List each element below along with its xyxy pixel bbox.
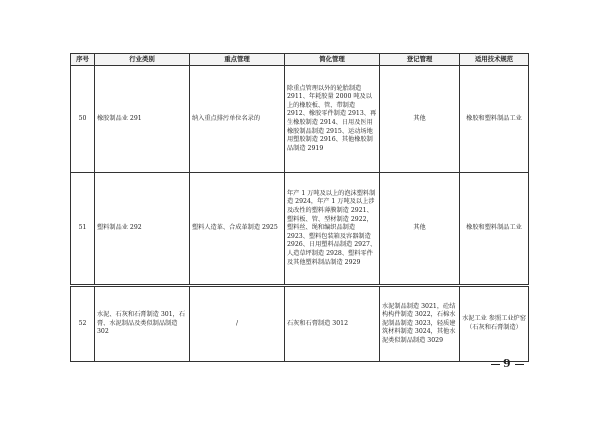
header-simplified-management: 简化管理 xyxy=(285,54,380,66)
row-registration-management: 其他 xyxy=(380,173,460,286)
header-registration-management: 登记管理 xyxy=(380,54,460,66)
table-row xyxy=(71,286,529,362)
row-registration-management: 水泥制品制造 3021，砼结构构件制造 3022，石棉水泥制品制造 3023，轻质建筑材料制造 3024，其他水泥类似制品制造 3029 xyxy=(380,286,460,362)
table-row xyxy=(71,66,529,173)
row-seq: 52 xyxy=(71,286,95,362)
dash-right xyxy=(515,364,524,365)
dash-left xyxy=(491,364,500,365)
row-simplified-management: 石灰和石膏制造 3012 xyxy=(285,286,380,362)
row-key-management: 纳入重点排污单位名录的 xyxy=(190,66,285,173)
row-key-management: 塑料人造革、合成革制造 2925 xyxy=(190,173,285,286)
table-row xyxy=(71,173,529,286)
row-simplified-management: 除重点管理以外的轮胎制造 2911、年耗胶量 2000 吨及以上的橡胶板、管、带制造 2912、橡胶零件制造 2913、再生橡胶制造 2914、日用及医用橡胶制品制造 2915、运动场地用塑胶制造 2916、其他橡胶制品制造 2919 xyxy=(285,66,380,173)
row-industry: 塑料制品业 292 xyxy=(95,173,190,286)
industry-classification-table xyxy=(70,53,529,362)
row-seq: 50 xyxy=(71,66,95,173)
page-number xyxy=(488,357,527,370)
row-industry: 橡胶制品业 291 xyxy=(95,66,190,173)
header-key-management: 重点管理 xyxy=(190,54,285,66)
row-seq: 51 xyxy=(71,173,95,286)
header-seq: 序号 xyxy=(71,54,95,66)
row-technical-spec: 水泥工业 参照工业炉窑（石灰和石膏制造） xyxy=(460,286,529,362)
header-technical-spec: 适用技术规范 xyxy=(460,54,529,66)
table-header-row xyxy=(71,54,529,66)
page-number-value: 9 xyxy=(503,357,512,370)
row-simplified-management: 年产 1 万吨及以上的泡沫塑料制造 2924，年产 1 万吨及以上涉及改性的塑料薄膜制造 2921、塑料板、管、型材制造 2922，塑料丝、绳和编织品制造 2923、塑料包装箱及容器制造 2926、日用塑料品制造 2927、人造草坪制造 2928、塑料零件及其他塑料制品制造 2929 xyxy=(285,173,380,286)
row-industry: 水泥、石灰和石膏制造 301，石膏、水泥制品及类似制品制造 302 xyxy=(95,286,190,362)
row-registration-management: 其他 xyxy=(380,66,460,173)
row-key-management: / xyxy=(190,286,285,362)
header-industry: 行业类别 xyxy=(95,54,190,66)
row-technical-spec: 橡胶和塑料制品工业 xyxy=(460,173,529,286)
row-technical-spec: 橡胶和塑料制品工业 xyxy=(460,66,529,173)
